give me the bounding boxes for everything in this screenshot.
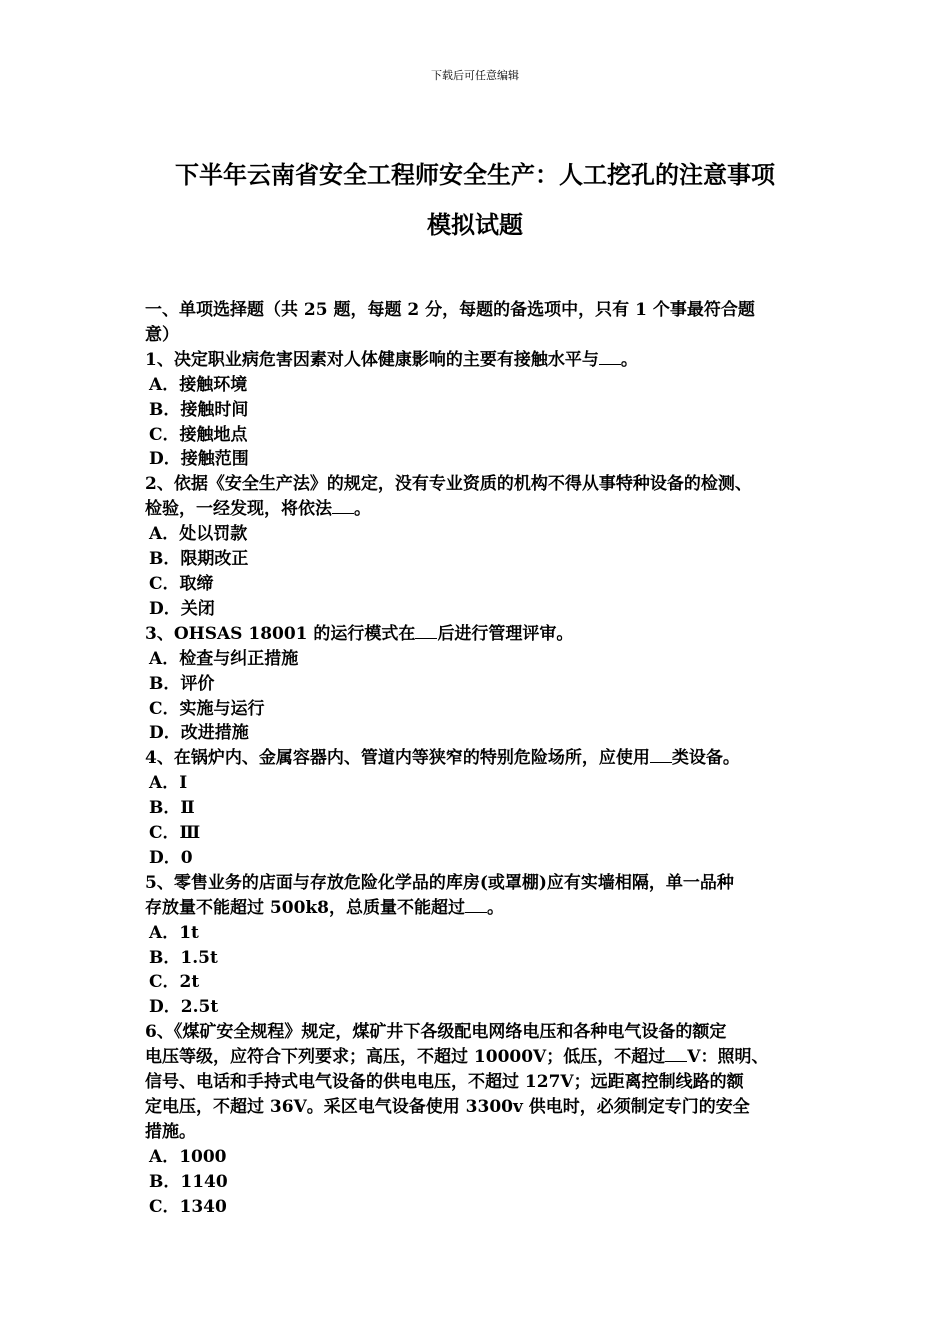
question-6-stem-line-2: 电压等级，应符合下列要求；高压，不超过 10000V；低压，不超过 V：照明、 [145, 1047, 769, 1068]
answer-blank [599, 349, 621, 365]
question-1-option-a: A．接触环境 [149, 374, 248, 395]
section-heading-line-1: 一、单项选择题（共 25 题，每题 2 分，每题的备选项中，只有 1 个事最符合题 [145, 300, 755, 320]
question-6-option-c: C．1340 [149, 1196, 227, 1217]
question-5-stem-line-1: 5、零售业务的店面与存放危险化学品的库房(或罩棚)应有实墙相隔，单一品种 [145, 872, 734, 893]
title-line-1: 下半年云南省安全工程师安全生产：人工挖孔的注意事项 [175, 160, 775, 189]
question-2-option-c: C．取缔 [149, 573, 214, 594]
question-5-option-b: B．1.5t [149, 947, 218, 968]
header-note: 下载后可任意编辑 [431, 69, 519, 82]
question-6-option-b: B．1140 [149, 1171, 228, 1192]
answer-blank [332, 498, 354, 514]
question-2-stem-line-2: 检验，一经发现，将依法 。 [145, 499, 371, 520]
question-6-option-a: A．1000 [149, 1146, 227, 1167]
question-1-stem: 1、决定职业病危害因素对人体健康影响的主要有接触水平与 。 [145, 349, 638, 370]
question-5-option-a: A．1t [149, 922, 199, 943]
answer-blank [465, 897, 487, 913]
question-2-option-a: A．处以罚款 [149, 524, 248, 545]
question-3-option-c: C．实施与运行 [149, 698, 265, 719]
question-4-option-c: C．Ⅲ [149, 823, 201, 844]
question-4-option-d: D．0 [149, 847, 193, 868]
section-heading-line-2: 意） [145, 324, 179, 345]
question-5-option-c: C．2t [149, 972, 200, 993]
title-line-2: 模拟试题 [427, 210, 523, 239]
question-1-option-b: B．接触时间 [149, 399, 249, 420]
question-4-option-b: B．Ⅱ [149, 798, 195, 819]
answer-blank [665, 1046, 687, 1062]
question-5-stem-line-2: 存放量不能超过 500k8，总质量不能超过 。 [145, 897, 505, 918]
question-1-option-c: C．接触地点 [149, 424, 248, 445]
question-3-option-a: A．检查与纠正措施 [149, 648, 299, 669]
page-title [140, 150, 810, 250]
question-3-option-d: D．改进措施 [149, 723, 249, 744]
question-6-stem-line-3: 信号、电话和手持式电气设备的供电电压，不超过 127V；远距离控制线路的额 [145, 1072, 744, 1093]
answer-blank [415, 623, 437, 639]
question-2-stem-line-1: 2、依据《安全生产法》的规定，没有专业资质的机构不得从事特种设备的检测、 [145, 474, 752, 495]
question-6-stem-line-4: 定电压，不超过 36V。采区电气设备使用 3300v 供电时，必须制定专门的安全 [145, 1097, 750, 1117]
question-4-stem: 4、在锅炉内、金属容器内、管道内等狭窄的特别危险场所，应使用 类设备。 [145, 748, 740, 769]
question-1-option-d: D．接触范围 [149, 449, 249, 470]
question-6-stem-line-5: 措施。 [145, 1121, 196, 1142]
question-5-option-d: D．2.5t [149, 997, 219, 1018]
question-content [145, 298, 815, 1220]
question-3-option-b: B．评价 [149, 673, 215, 694]
question-4-option-a: A．Ⅰ [149, 773, 188, 794]
answer-blank [650, 747, 672, 763]
question-3-stem: 3、OHSAS 18001 的运行模式在 后进行管理评审。 [145, 623, 574, 644]
question-6-stem-line-1: 6、《煤矿安全规程》规定，煤矿井下各级配电网络电压和各种电气设备的额定 [145, 1022, 727, 1043]
question-2-option-b: B．限期改正 [149, 549, 249, 570]
question-2-option-d: D．关闭 [149, 598, 215, 619]
